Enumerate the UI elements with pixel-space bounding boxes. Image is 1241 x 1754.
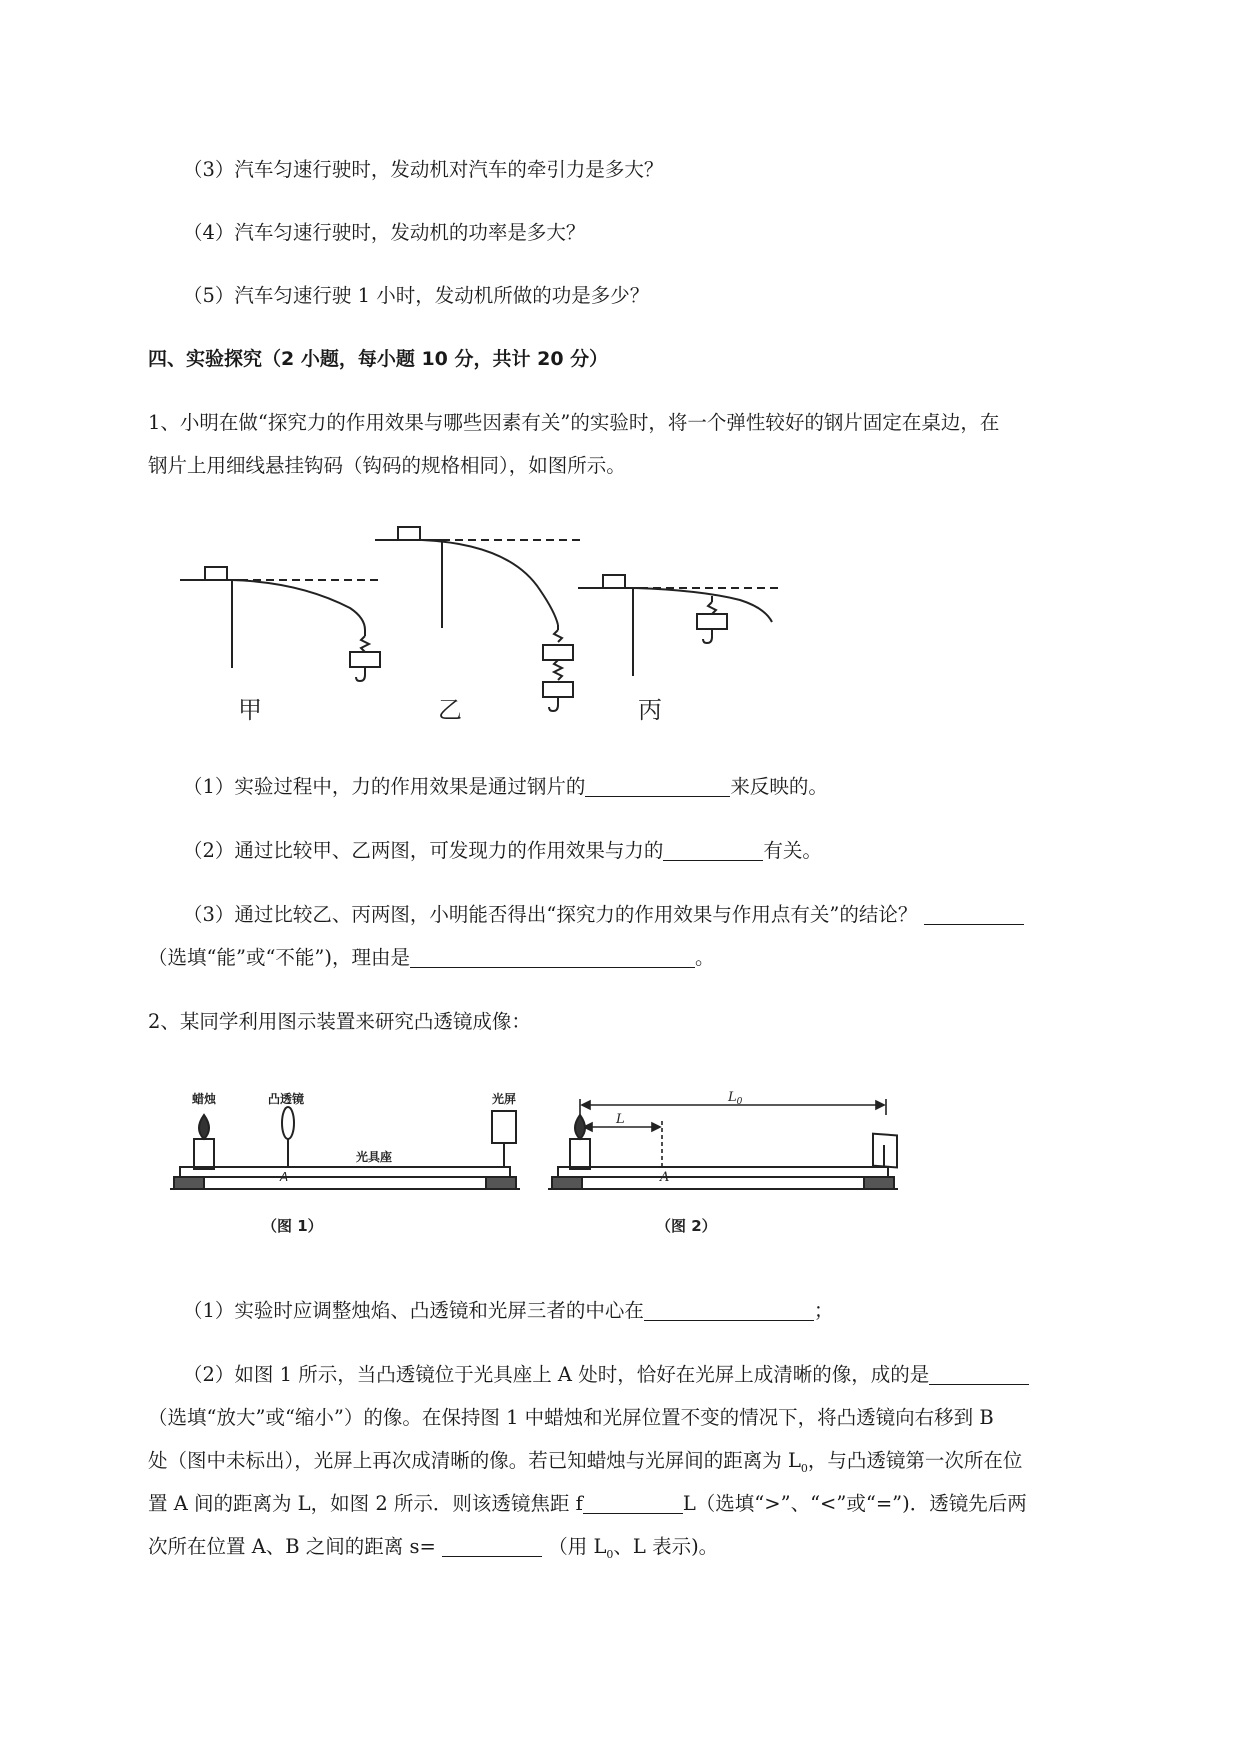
answer-blank[interactable] (644, 1298, 814, 1321)
q1-sub-1-tail: 来反映的。 (730, 775, 828, 798)
answer-blank[interactable] (583, 1491, 683, 1514)
answer-blank[interactable] (929, 1362, 1029, 1385)
answer-blank[interactable] (442, 1534, 542, 1557)
figure-label-jia: 甲 (238, 696, 262, 724)
figure-bing (578, 575, 780, 676)
q1-sub-1-text: （1）实验过程中，力的作用效果是通过钢片的 (183, 775, 586, 798)
q2-sub-2-line-1 (183, 1360, 1029, 1390)
answer-blank[interactable] (585, 774, 730, 797)
candle-label: 蜡烛 (192, 1092, 217, 1106)
q2-sub-1-text: （1）实验时应调整烛焰、凸透镜和光屏三者的中心在 (183, 1299, 644, 1322)
steel-strip-figure (160, 500, 840, 740)
q2-sub-2-text-5: 次所在位置 A、B 之间的距离 s= (148, 1535, 436, 1558)
q2-sub-2-text-5b: （用 L (548, 1535, 607, 1558)
q1-sub-2-tail: 有关。 (763, 839, 822, 862)
q1-sub-3-line-2 (148, 943, 715, 973)
q2-sub-1 (183, 1296, 833, 1326)
optical-bench-figure-1 (170, 1085, 530, 1245)
l-label: L (616, 1112, 625, 1127)
q2-sub-2-line-4 (148, 1489, 1027, 1519)
q2-sub-2-text-5c: 、L 表示)。 (613, 1535, 719, 1558)
l0-label: $L_0$ (728, 1090, 743, 1107)
subscript: 0 (606, 1547, 614, 1561)
optical-bench-figure-2 (548, 1085, 908, 1245)
screen-label: 光屏 (492, 1092, 517, 1106)
section-title: 四、实验探究（2 小题，每小题 10 分，共计 20 分） (148, 348, 609, 370)
q1-sub-2 (183, 836, 822, 866)
figure-jia (180, 567, 380, 681)
q1-sub-2-text: （2）通过比较甲、乙两图，可发现力的作用效果与力的 (183, 839, 664, 862)
q2-stem: 2、某同学利用图示装置来研究凸透镜成像： (148, 1010, 531, 1033)
bench-label: 光具座 (356, 1150, 393, 1164)
question-part-3: （3）汽车匀速行驶时，发动机对汽车的牵引力是多大？ (183, 158, 664, 181)
q1-stem-line-1: 1、小明在做“探究力的作用效果与哪些因素有关”的实验时，将一个弹性较好的钢片固定在桌边，在 (148, 411, 1000, 434)
q2-sub-2-line-3 (148, 1446, 1022, 1484)
q2-sub-2-text-4: 置 A 间的距离为 L，如图 2 所示．则该透镜焦距 f (148, 1492, 583, 1515)
lens-label: 凸透镜 (268, 1092, 305, 1106)
q1-sub-3-text: （3）通过比较乙、丙两图，小明能否得出“探究力的作用效果与作用点有关”的结论？ (183, 903, 918, 926)
q1-sub-3-text-2: （选填“能”或“不能”)，理由是 (148, 946, 410, 969)
answer-blank[interactable] (410, 945, 695, 968)
answer-blank[interactable] (924, 902, 1024, 925)
answer-blank[interactable] (663, 838, 763, 861)
figure-1-caption: （图 1） (262, 1217, 323, 1235)
q2-sub-2-text-3: 处（图中未标出），光屏上再次成清晰的像。若已知蜡烛与光屏间的距离为 L (148, 1449, 801, 1472)
figure-2-caption: （图 2） (656, 1217, 717, 1235)
figure-label-yi: 乙 (438, 696, 462, 724)
q2-sub-2-line-5 (148, 1532, 718, 1570)
q2-sub-2-line-2: （选填“放大”或“缩小”）的像。在保持图 1 中蜡烛和光屏位置不变的情况下，将凸透镜向右移到 B (148, 1406, 994, 1429)
q2-sub-2-text: （2）如图 1 所示，当凸透镜位于光具座上 A 处时，恰好在光屏上成清晰的像，成的是 (183, 1363, 930, 1386)
question-part-5: （5）汽车匀速行驶 1 小时，发动机所做的功是多少？ (183, 284, 650, 307)
point-a-label: A (280, 1170, 289, 1184)
q2-sub-2-text-3b: ，与凸透镜第一次所在位 (807, 1449, 1023, 1472)
q1-stem-line-2: 钢片上用细线悬挂钩码（钩码的规格相同），如图所示。 (148, 454, 626, 477)
q1-sub-1 (183, 772, 828, 802)
q1-sub-3-line-1 (183, 900, 1024, 930)
q1-sub-3-tail: 。 (694, 946, 715, 969)
q2-sub-2-text-4b: L（选填“>”、“<”或“=”)．透镜先后两 (682, 1492, 1027, 1515)
figure-yi (375, 527, 580, 711)
question-part-4: （4）汽车匀速行驶时，发动机的功率是多大？ (183, 221, 586, 244)
figure-label-bing: 丙 (638, 696, 662, 724)
q2-sub-1-tail: ； (813, 1299, 834, 1322)
point-a-label-2: A (660, 1170, 670, 1185)
subscript: 0 (800, 1461, 808, 1475)
